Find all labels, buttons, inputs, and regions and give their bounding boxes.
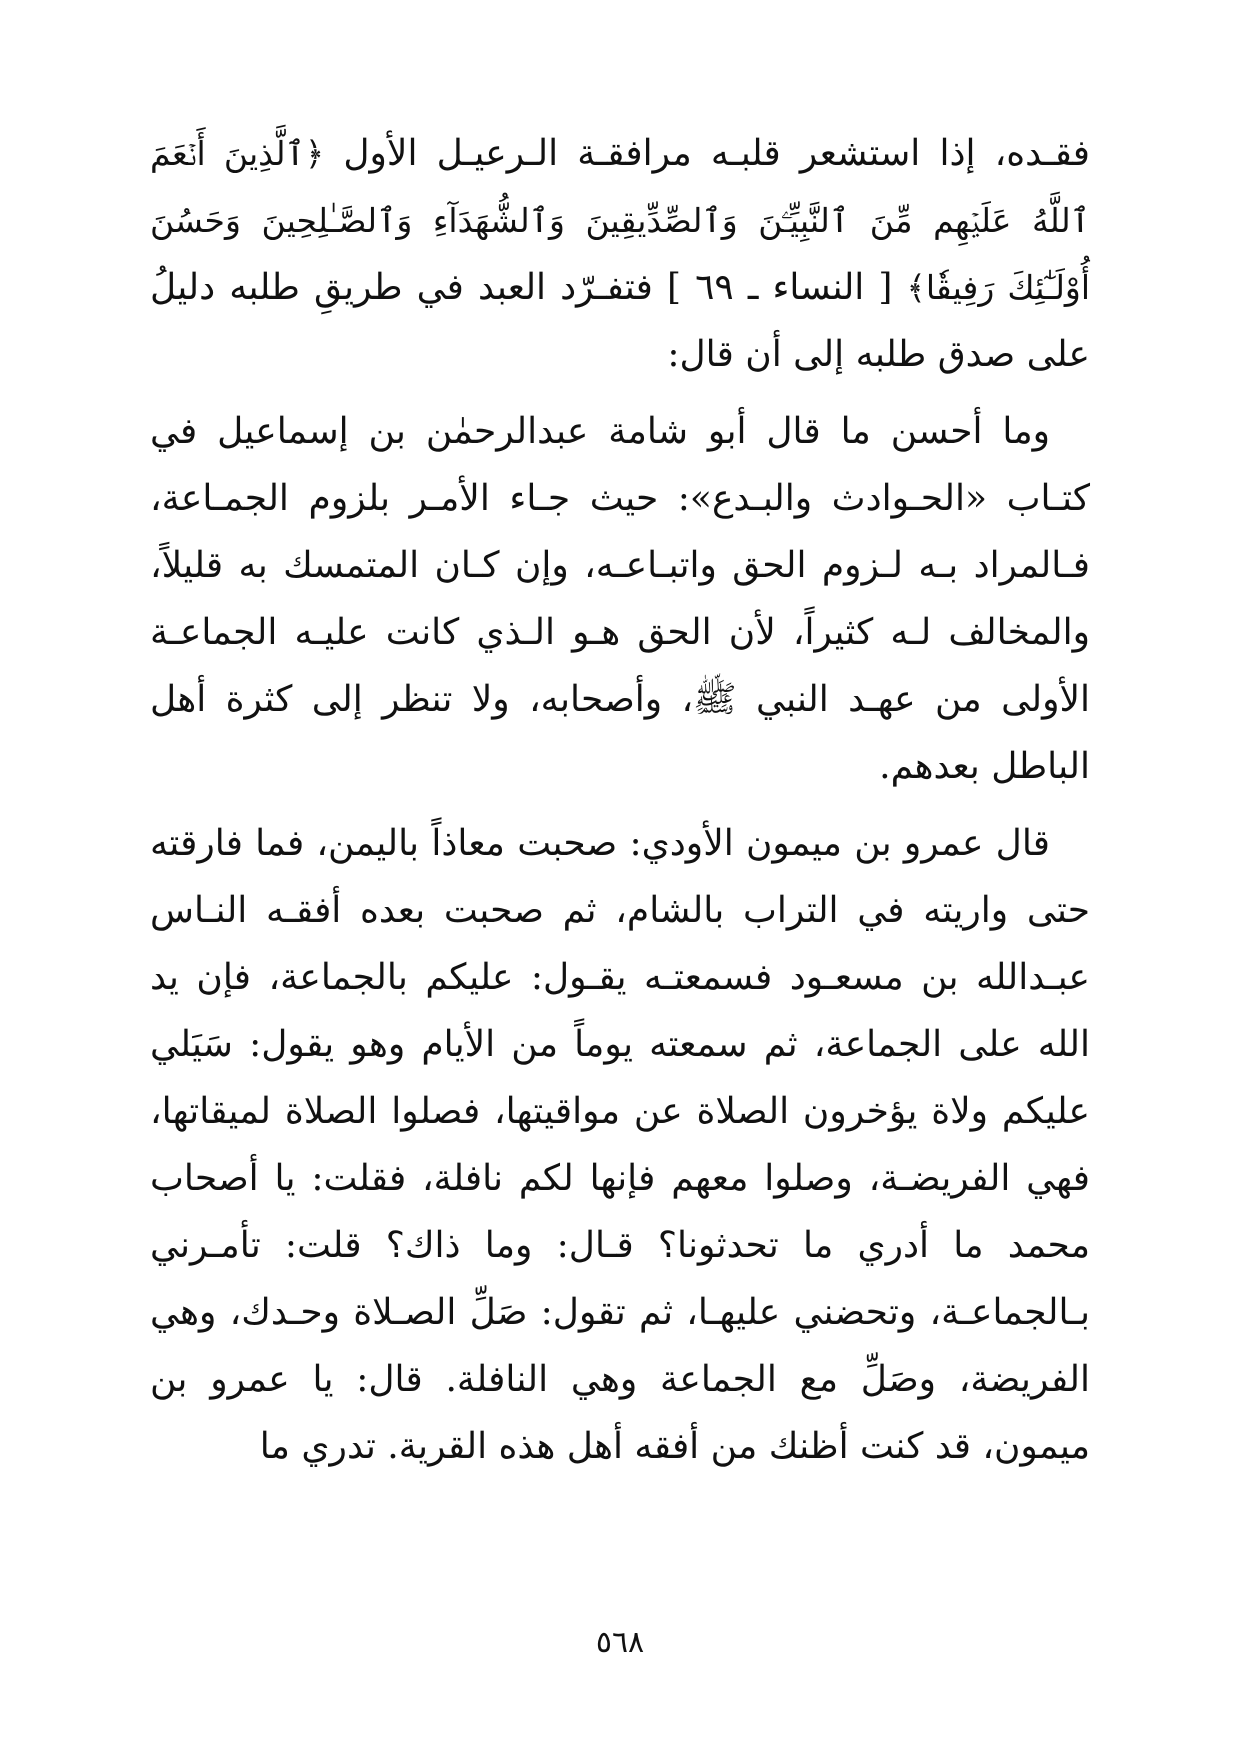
page-body xyxy=(150,120,1090,1480)
quran-verse: ﴿ٱلَّذِينَ أَنۡعَمَ ٱللَّهُ عَلَيۡهِم مِّنَ ٱلنَّبِيِّـۧنَ وَٱلصِّدِّيقِينَ وَٱلشُّهَدَآءِ وَٱلصَّـٰلِحِينَ وَحَسُنَ أُوْلَـٰٓئِكَ رَفِيقٗا﴾ xyxy=(150,134,1090,307)
paragraph-rest-text: [ النساء ـ ٦٩ ] فتفـرّد العبد في طريقِ طلبه دليلُ على صدق طلبه إلى أن قال: xyxy=(150,267,1090,375)
page-number: ٥٦٨ xyxy=(595,1625,645,1660)
paragraph-lead-text: فقـده، إذا استشعر قلبـه مرافقـة الـرعيـل الأول xyxy=(324,133,1090,174)
paragraph-amr-ibn-maymun: قال عمرو بن ميمون الأودي: صحبت معاذاً باليمن، فما فارقته حتى واريته في التراب بالشام، ثم صحبت بعده أفقـه النـاس عبـدالله بن مسعـود فسمعتـه يقـول: عليكم بالجماعة، فإن يد الله على الجماعة، ثم سمعته يوماً من الأيام وهو يقول: سَيَلي عليكم ولاة يؤخرون الصلاة عن مواقيتها، فصلوا الصلاة لميقاتها، فهي الفريضـة، وصلوا معهم فإنها لكم نافلة، فقلت: يا أصحاب محمد ما أدري ما تحدثونا؟ قـال: وما ذاك؟ قلت: تأمـرني بـالجماعـة، وتحضني عليهـا، ثم تقول: صَلِّ الصـلاة وحـدك، وهي الفريضة، وصَلِّ مع الجماعة وهي النافلة. قال: يا عمرو بن ميمون، قد كنت أظنك من أفقه أهل هذه القرية. تدري ما xyxy=(150,823,1090,1467)
paragraph-continuation xyxy=(150,120,1090,388)
paragraph-abu-shama: وما أحسن ما قال أبو شامة عبدالرحمٰن بن إسماعيل في كتـاب «الحـوادث والبـدع»: حيث جـاء الأمـر بلزوم الجمـاعة، فـالمراد بـه لـزوم الحق واتبـاعـه، وإن كـان المتمسك به قليلاً، والمخالف لـه كثيراً، لأن الحق هـو الـذي كانت عليـه الجماعـة الأولى من عهـد النبي ﷺ، وأصحابه، ولا تنظر إلى كثرة أهل الباطل بعدهم. xyxy=(150,411,1090,787)
